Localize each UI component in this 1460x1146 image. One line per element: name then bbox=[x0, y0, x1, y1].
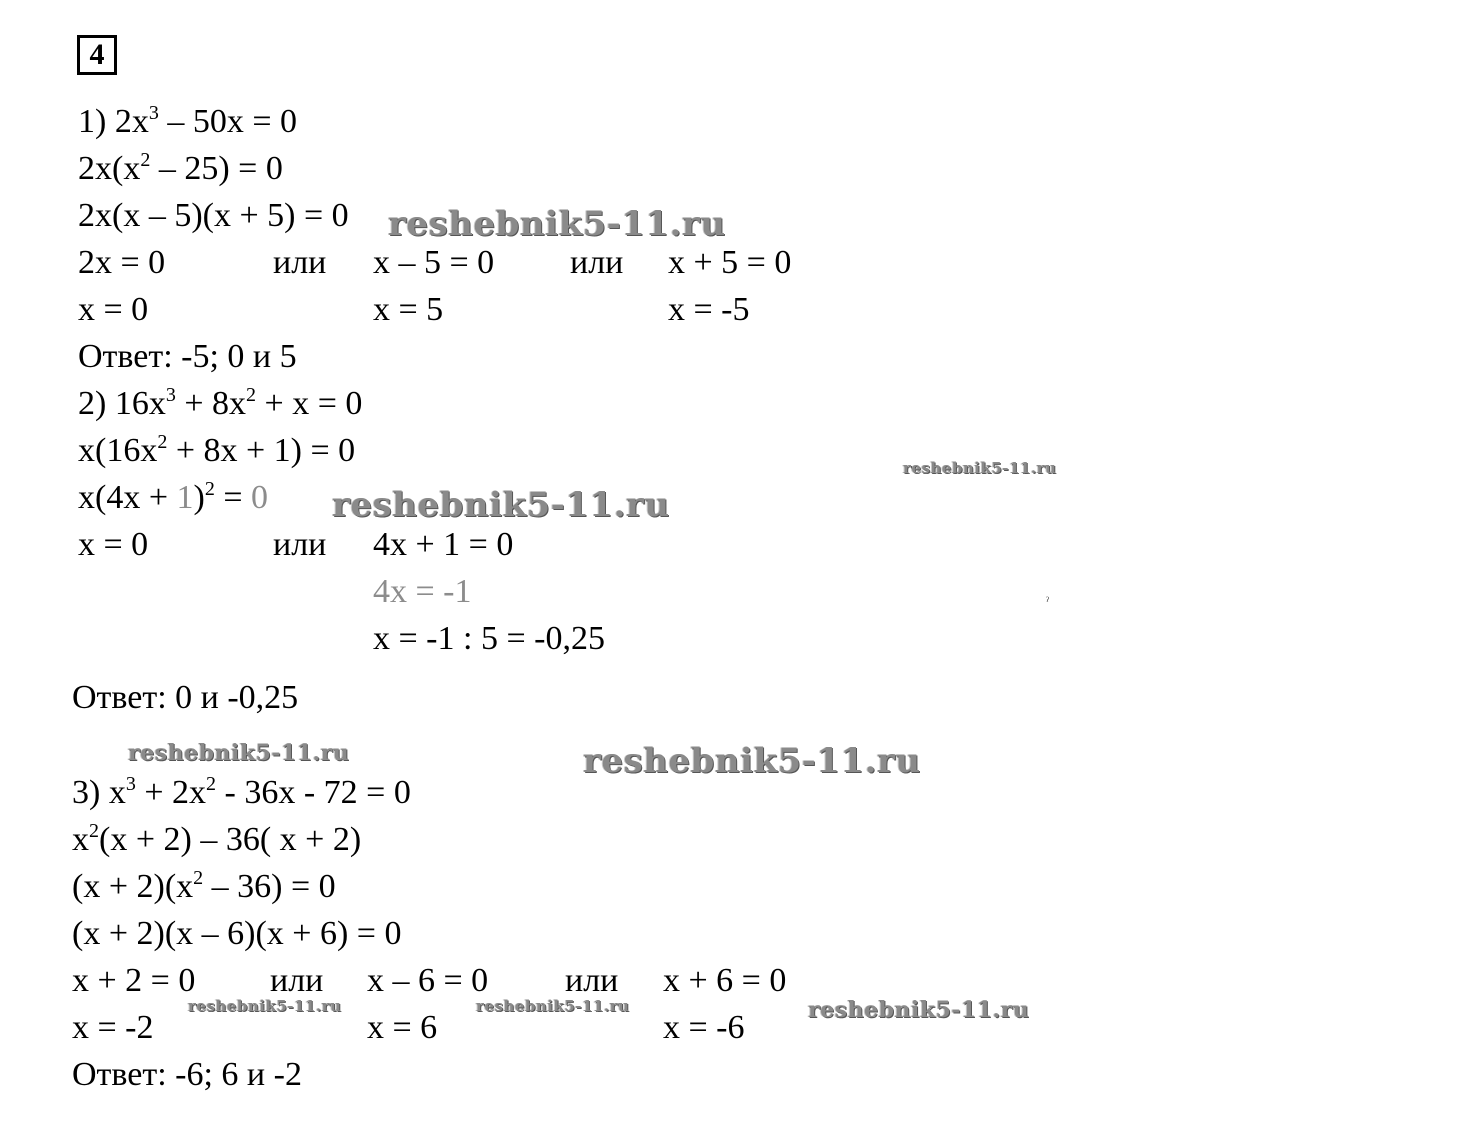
part3-case-c: x + 6 = 0 bbox=[663, 962, 787, 999]
watermark: reshebnik5-11.ru bbox=[808, 997, 1030, 1023]
part3-or-2: или bbox=[565, 962, 619, 999]
part1-factor-step1: $2x(x^2 - 25) = 0$ bbox=[78, 149, 283, 187]
watermark: reshebnik5-11.ru bbox=[332, 485, 670, 525]
part3-case-a: x + 2 = 0 bbox=[72, 962, 196, 999]
watermark: reshebnik5-11.ru bbox=[476, 997, 630, 1015]
part3-factor-step1: $(x + 2)(x^2 - 36) = 0$ bbox=[72, 867, 336, 905]
part1-equation: 1) $2x^3 - 50x = 0$ bbox=[78, 102, 298, 140]
watermark: reshebnik5-11.ru bbox=[903, 459, 1057, 477]
part2-case-a: x = 0 bbox=[78, 526, 149, 563]
part1-factor-step2: 2x(x – 5)(x + 5) = 0 bbox=[78, 197, 349, 234]
part3-case-b: x – 6 = 0 bbox=[367, 962, 489, 999]
part1-case-b: x – 5 = 0 bbox=[373, 244, 495, 281]
part1-or-1: или bbox=[273, 244, 327, 281]
part2-answer: Ответ: 0 и -0,25 bbox=[72, 679, 299, 716]
part3-group-step: $x^2(x + 2) - 36$( x + 2) bbox=[72, 820, 362, 858]
part1-solution-a: x = 0 bbox=[78, 291, 149, 328]
part2-or-1: или bbox=[273, 526, 327, 563]
part3-answer: Ответ: -6; 6 и -2 bbox=[72, 1056, 302, 1093]
watermark: reshebnik5-11.ru bbox=[128, 740, 350, 766]
part3-factor-step2: (x + 2)(x – 6)(x + 6) = 0 bbox=[72, 915, 402, 952]
part3-solution-a: x = -2 bbox=[72, 1009, 154, 1046]
part3-solution-b: x = 6 bbox=[367, 1009, 438, 1046]
part3-or-1: или bbox=[270, 962, 324, 999]
stray-mark: ˀ bbox=[1046, 594, 1049, 608]
watermark: reshebnik5-11.ru bbox=[583, 741, 921, 781]
part2-case-b: 4x + 1 = 0 bbox=[373, 526, 514, 563]
part1-answer: Ответ: -5; 0 и 5 bbox=[78, 338, 297, 375]
part2-step-b1: 4x = -1 bbox=[373, 573, 472, 610]
part1-case-a: 2x = 0 bbox=[78, 244, 166, 281]
part2-step-b2: x = -1 : 5 = -0,25 bbox=[373, 620, 605, 657]
part2-factor-step1: $x(16x^2 + 8x + 1) = 0$ bbox=[78, 431, 356, 469]
part3-equation: 3) $x^3 + 2x^2 - 36x - 72 = 0$ bbox=[72, 773, 411, 811]
watermark: reshebnik5-11.ru bbox=[188, 997, 342, 1015]
part1-case-c: x + 5 = 0 bbox=[668, 244, 792, 281]
part1-solution-c: x = -5 bbox=[668, 291, 750, 328]
part2-equation: 2) $16x^3 + 8x^2 + x = 0$ bbox=[78, 384, 363, 422]
part1-solution-b: x = 5 bbox=[373, 291, 444, 328]
part1-or-2: или bbox=[570, 244, 624, 281]
part2-factor-step2: $x(4x + 1)^2 = 0$ bbox=[78, 478, 269, 516]
watermark: reshebnik5-11.ru bbox=[388, 204, 726, 244]
task-number: 4 bbox=[77, 35, 117, 75]
part3-solution-c: x = -6 bbox=[663, 1009, 745, 1046]
